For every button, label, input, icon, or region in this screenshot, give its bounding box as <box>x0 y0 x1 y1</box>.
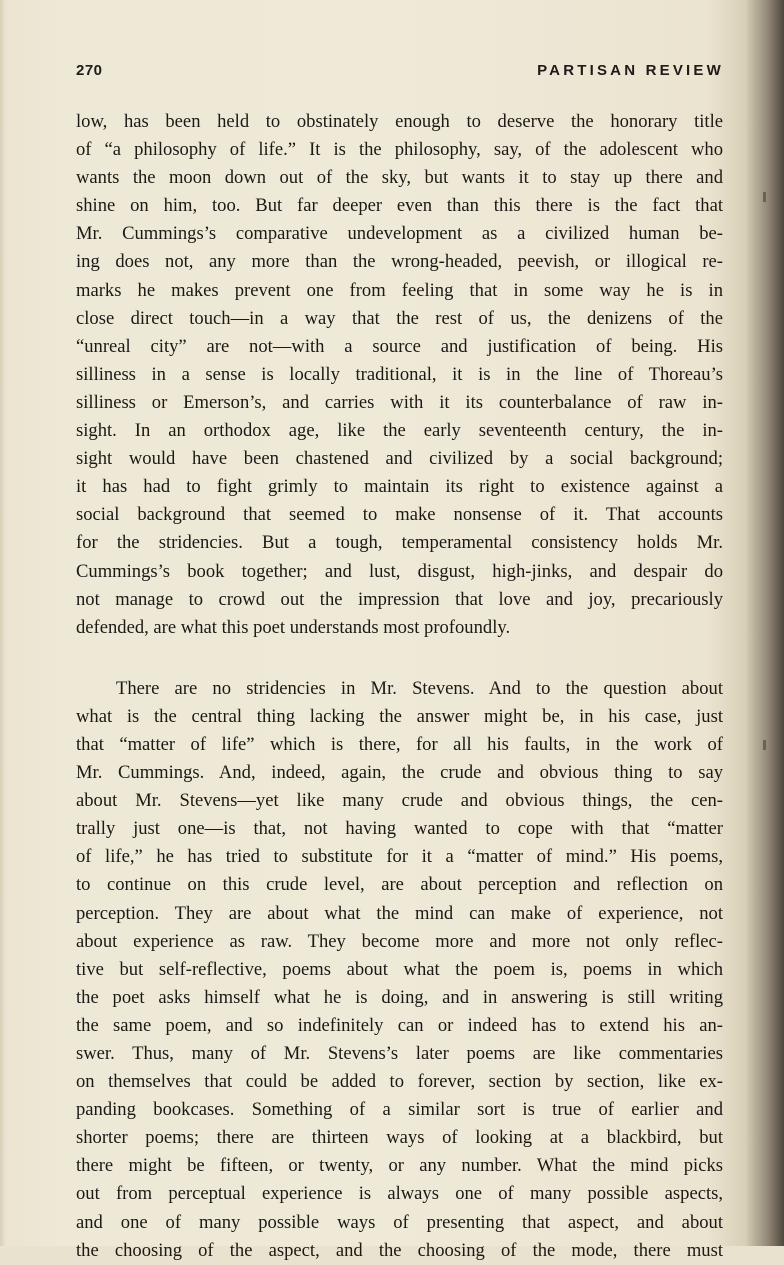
text-line: Mr. Cummings. And, indeed, again, the crude and obvious thing to say <box>76 762 723 784</box>
binding-mark <box>763 740 766 750</box>
text-line: it has had to fight grimly to maintain its right to existence against a <box>76 476 723 498</box>
text-line: close direct touch—in a way that the rest of us, the denizens of the <box>76 307 723 329</box>
text-line: wants the moon down out of the sky, but wants it to stay up there and <box>76 167 723 189</box>
page-header <box>76 62 724 86</box>
text-line: swer. Thus, many of Mr. Stevens’s later poems are like commentaries <box>76 1043 723 1064</box>
text-line: shorter poems; there are thirteen ways of looking at a blackbird, but <box>76 1127 723 1149</box>
text-line: social background that seemed to make nonsense of it. That accounts <box>76 504 723 526</box>
text-line: what is the central thing lacking the answer might be, in his case, just <box>76 705 723 727</box>
page-number: 270 <box>76 62 103 79</box>
text-line: defended, are what this poet understands most profoundly. <box>76 616 511 638</box>
text-line: on themselves that could be added to forever, section by section, like ex- <box>76 1071 723 1093</box>
text-line: for the stridencies. But a tough, temperamental consistency holds Mr. <box>76 532 723 554</box>
text-line: out from perceptual experience is always one of many possible aspects, <box>76 1183 723 1205</box>
paragraph-gap <box>76 642 723 675</box>
paragraph-2 <box>76 675 723 1265</box>
text-line: the same poem, and so indefinitely can or indeed has to extend his an- <box>76 1014 723 1036</box>
text-line: about experience as raw. They become more and more not only reflec- <box>76 930 723 952</box>
text-line: and one of many possible ways of presenting that aspect, and about <box>76 1211 723 1233</box>
text-line: tive but self-reflective, poems about what the poem is, poems in which <box>76 958 723 980</box>
text-line: sight. In an orthodox age, like the early seventeenth century, the in- <box>76 420 723 442</box>
text-line: there might be fifteen, or twenty, or any number. What the mind picks <box>76 1155 723 1177</box>
text-line: silliness in a sense is locally traditional, it is in the line of Thoreau’s <box>76 363 723 385</box>
text-line: “unreal city” are not—with a source and justification of being. His <box>76 335 723 357</box>
text-line: marks he makes prevent one from feeling that in some way he is in <box>76 279 723 301</box>
text-line: low, has been held to obstinately enough to deserve the honorary title <box>76 111 723 132</box>
text-line: of life,” he has tried to substitute for it a “matter of mind.” His poems, <box>76 846 723 868</box>
page-left-edge <box>0 0 6 1246</box>
text-line: not manage to crowd out the impression that love and joy, precariously <box>76 588 723 610</box>
text-line: silliness or Emerson’s, and carries with it its counterbalance of raw in- <box>76 391 723 413</box>
text-line: Cummings’s book together; and lust, disgust, high-jinks, and despair do <box>76 560 723 582</box>
text-line: that “matter of life” which is there, for all his faults, in the work of <box>76 733 723 755</box>
text-line: shine on him, too. But far deeper even than this there is the fact that <box>76 195 723 217</box>
text-line: panding bookcases. Something of a similar sort is true of earlier and <box>76 1099 723 1121</box>
text-line: the poet asks himself what he is doing, and in answering is still writing <box>76 986 723 1008</box>
text-line: trally just one—is that, not having wanted to cope with that “matter <box>76 818 723 840</box>
binding-mark <box>763 192 766 202</box>
text-line: ing does not, any more than the wrong-headed, peevish, or illogical re- <box>76 251 723 273</box>
text-line: the choosing of the aspect, and the choosing of the mode, there must <box>76 1239 723 1261</box>
text-line: about Mr. Stevens—yet like many crude and obvious things, the cen- <box>76 790 723 812</box>
running-head: PARTISAN REVIEW <box>537 62 724 79</box>
paragraph-1 <box>76 108 723 642</box>
text-line: sight would have been chastened and civilized by a social background; <box>76 448 723 470</box>
text-line: to continue on this crude level, are about perception and reflection on <box>76 874 723 896</box>
body-text <box>76 108 723 1265</box>
text-line: perception. They are about what the mind can make of experience, not <box>76 902 723 924</box>
text-line: There are no stridencies in Mr. Stevens. And to the question about <box>116 677 723 699</box>
text-line: Mr. Cummings’s comparative undevelopment as a civilized human be- <box>76 223 723 245</box>
text-line: of “a philosophy of life.” It is the philosophy, say, of the adolescent who <box>76 139 723 161</box>
